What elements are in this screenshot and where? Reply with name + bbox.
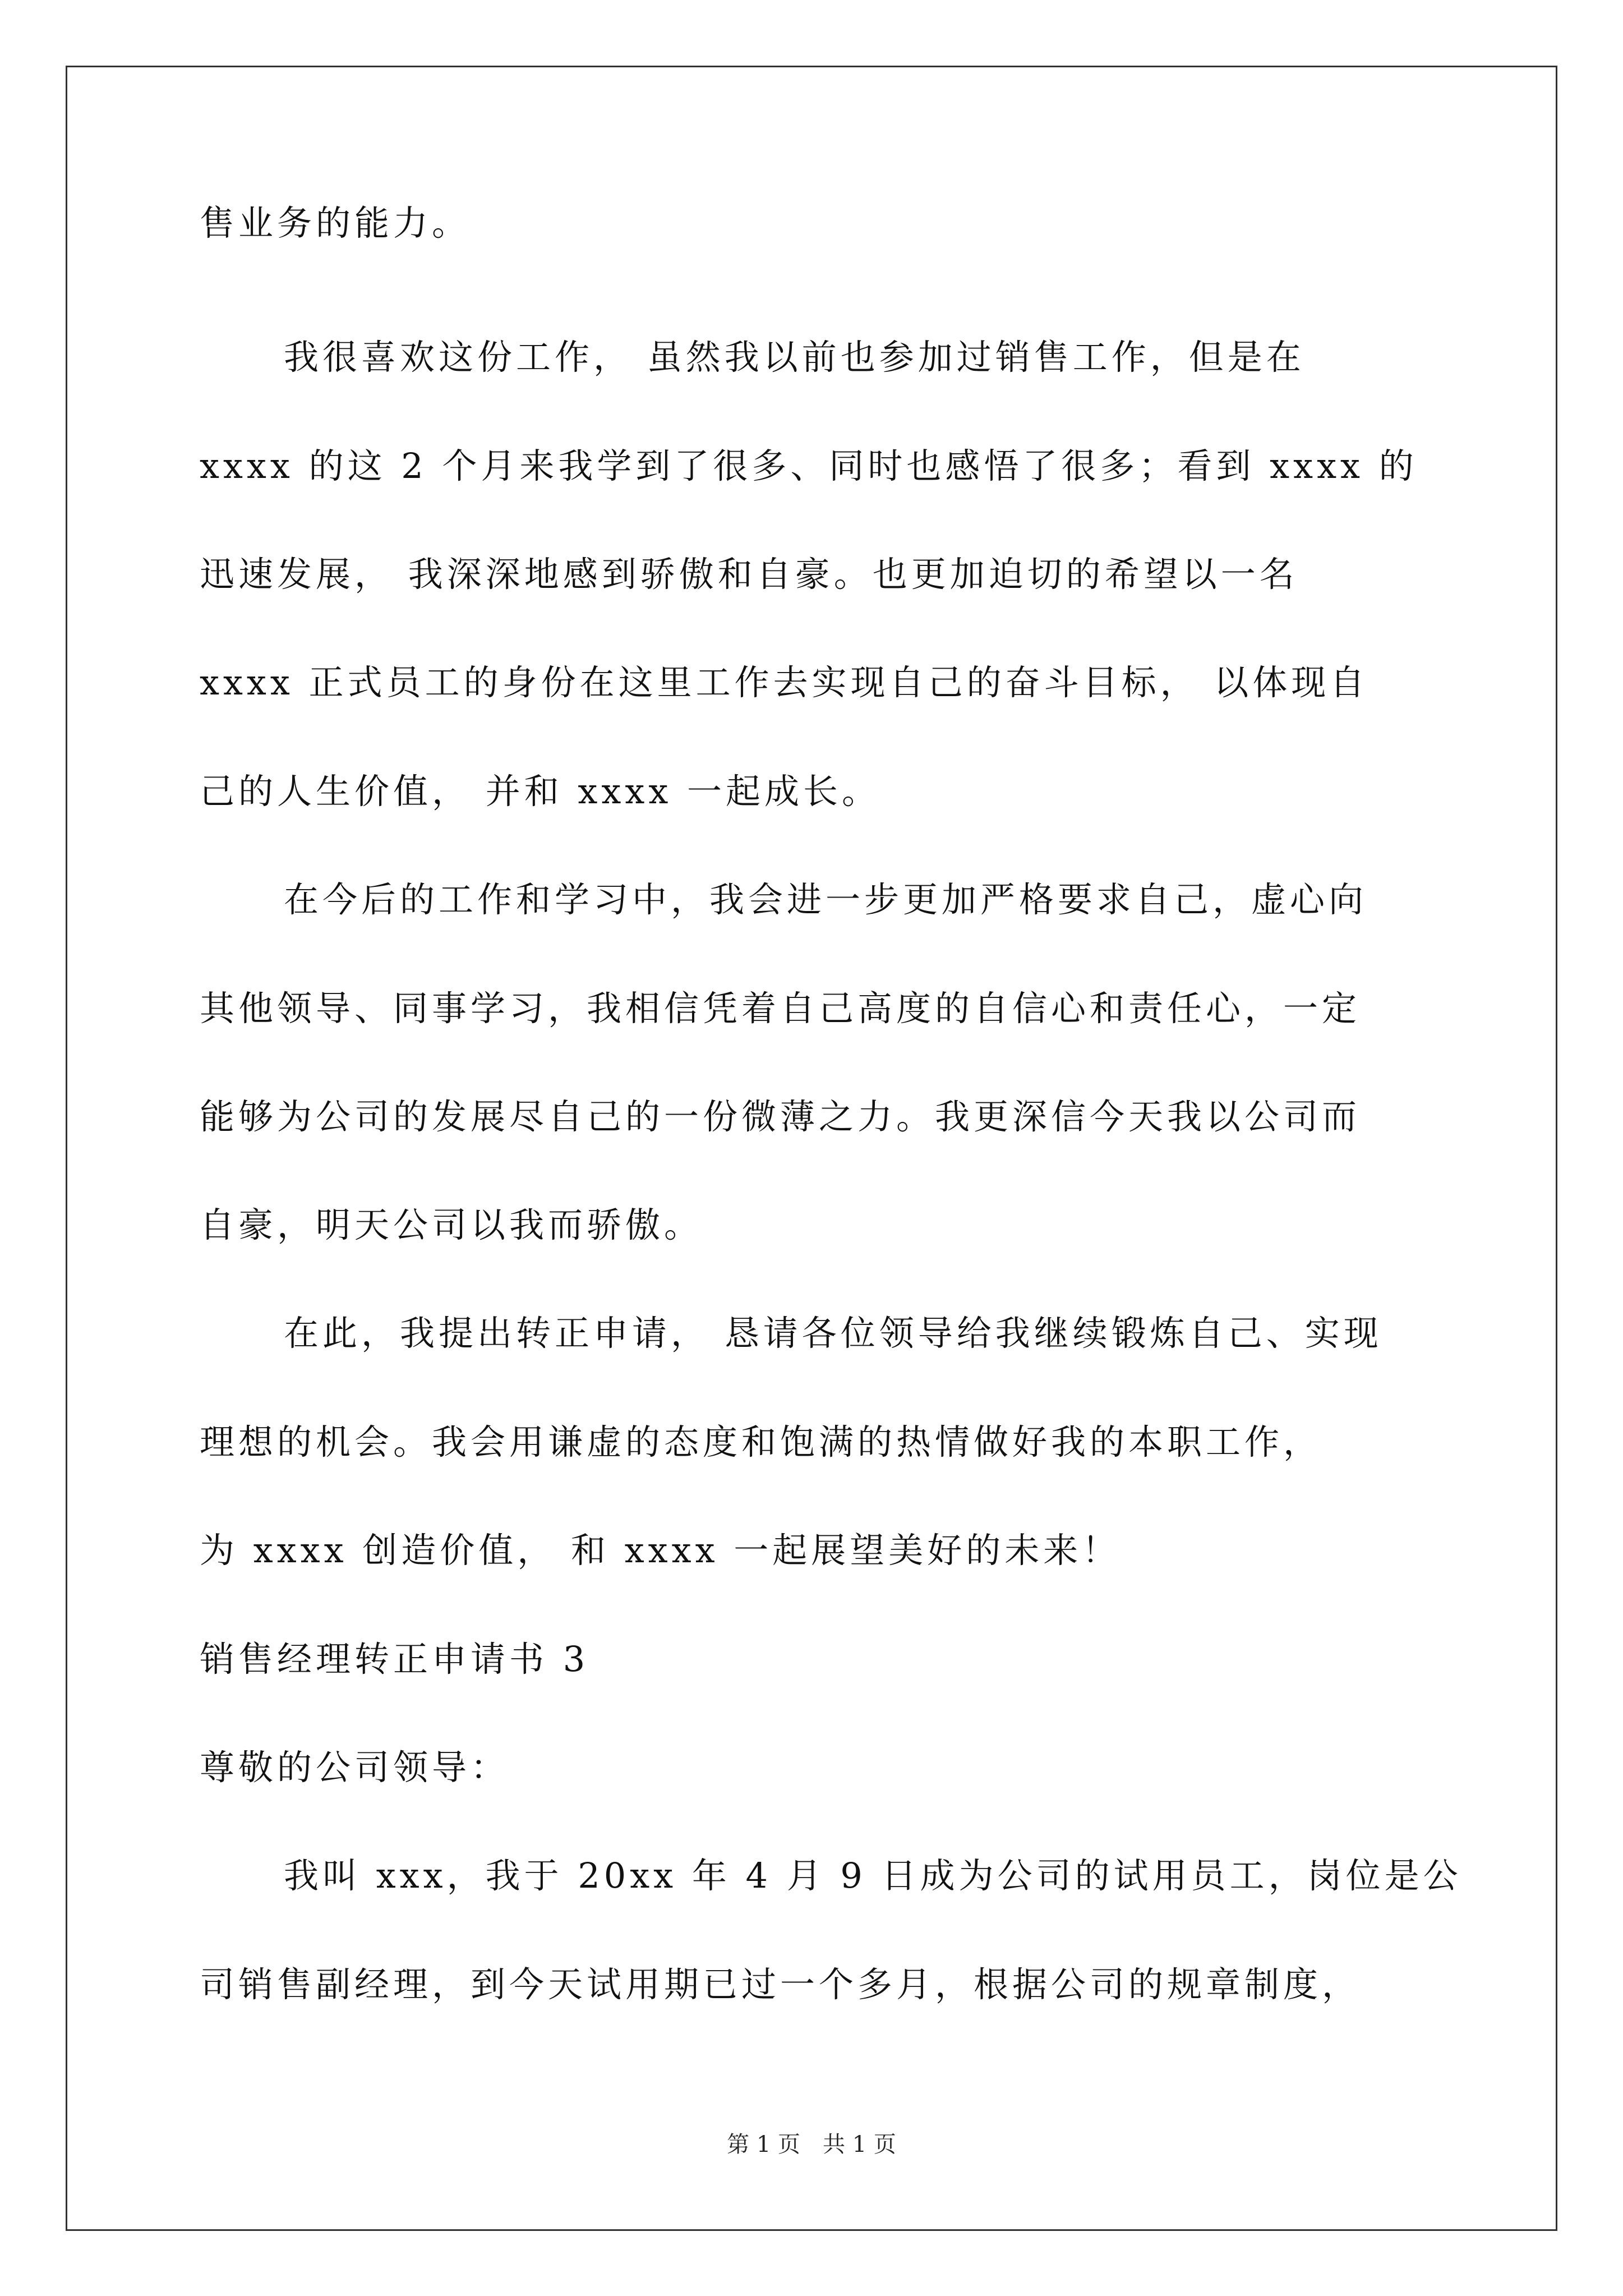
text-line: 售业务的能力。 <box>200 203 471 243</box>
paragraph-start-line: 我叫 xxx，我于 20xx 年 4 月 9 日成为公司的试用员工，岗位是公 <box>284 1855 1462 1896</box>
text-line: 能够为公司的发展尽自己的一份微薄之力。我更深信今天我以公司而 <box>200 1096 1361 1137</box>
paragraph-start-line: 在今后的工作和学习中，我会进一步更加严格要求自己，虚心向 <box>284 879 1368 920</box>
text-line: 己的人生价值， 并和 xxxx 一起成长。 <box>200 771 880 812</box>
page-border <box>66 66 1557 2231</box>
text-line: 其他领导、同事学习，我相信凭着自己高度的自信心和责任心，一定 <box>200 988 1361 1029</box>
text-line: xxxx 的这 2 个月来我学到了很多、同时也感悟了很多；看到 xxxx 的 <box>200 445 1418 486</box>
text-line: 迅速发展， 我深深地感到骄傲和自豪。也更加迫切的希望以一名 <box>200 554 1298 595</box>
text-line: 理想的机会。我会用谦虚的态度和饱满的热情做好我的本职工作， <box>200 1421 1322 1462</box>
text-line: xxxx 正式员工的身份在这里工作去实现自己的奋斗目标， 以体现自 <box>200 662 1369 703</box>
text-line: 司销售副经理，到今天试用期已过一个多月，根据公司的规章制度， <box>200 1964 1361 2005</box>
text-line: 自豪，明天公司以我而骄傲。 <box>200 1204 703 1245</box>
paragraph-start-line: 我很喜欢这份工作， 虽然我以前也参加过销售工作，但是在 <box>284 337 1305 378</box>
text-line: 为 xxxx 创造价值， 和 xxxx 一起展望美好的未来！ <box>200 1530 1121 1571</box>
page-number: 第 1 页 共 1 页 <box>727 2132 896 2157</box>
salutation: 尊敬的公司领导： <box>200 1747 510 1788</box>
section-title: 销售经理转正申请书 3 <box>200 1639 589 1680</box>
paragraph-start-line: 在此，我提出转正申请， 恳请各位领导给我继续锻炼自己、实现 <box>284 1313 1382 1354</box>
